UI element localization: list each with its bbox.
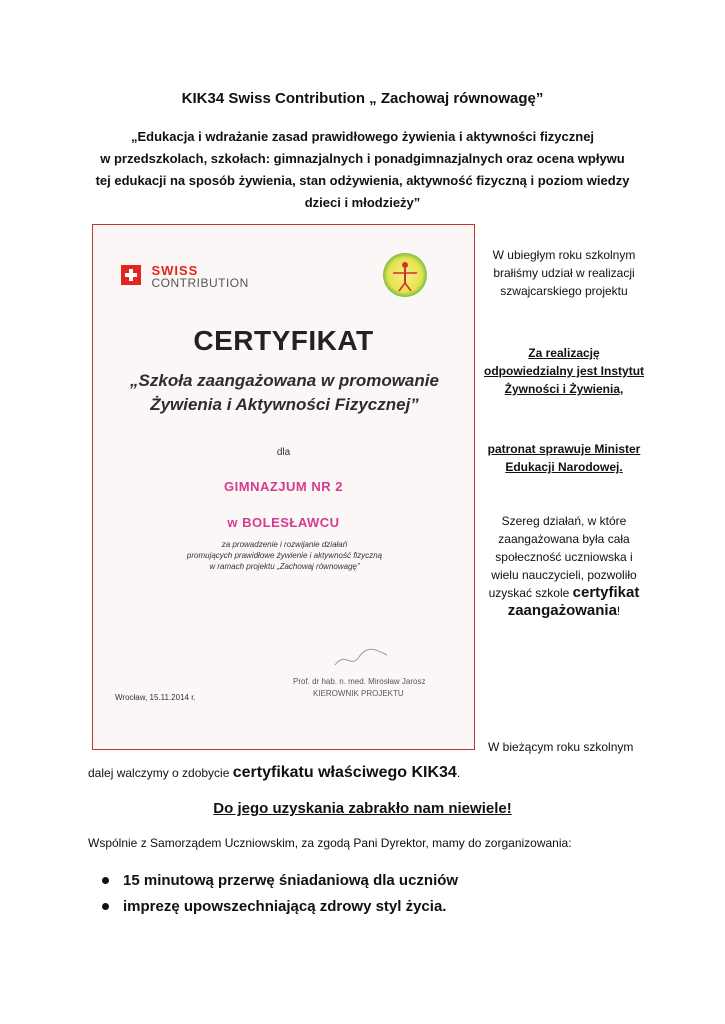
list-item-text: 15 minutową przerwę śniadaniową dla uczniów [123, 872, 459, 889]
walczymy-line [88, 764, 460, 782]
certificate-school: GIMNAZJUM NR 2 [224, 479, 343, 494]
list-item-text: imprezę upowszechniającą zdrowy styl życia. [123, 898, 447, 915]
side-paragraph-4-end: ! [616, 604, 621, 618]
side-paragraph-4 [484, 512, 644, 620]
certificate-description [153, 539, 416, 572]
side-paragraph-1: W ubiegłym roku szkolnym brałiśmy udział w realizacji szwajcarskiego projektu [492, 248, 636, 298]
certificate-image [92, 224, 475, 750]
logo-word-swiss: SWISS [151, 263, 199, 278]
subtitle-line: tej edukacji na sposób żywienia, stan odżywienia, aktywność fizyczną i poziom wiedzy [95, 173, 630, 188]
list-item [102, 894, 458, 920]
side-paragraph-2: Za realizację odpowiedzialny jest Instytut Żywności i Żywienia, [484, 346, 645, 396]
intro-paragraph: Wspólnie z Samorządem Uczniowskim, za zgodą Pani Dyrektor, mamy do zorganizowania: [88, 836, 572, 850]
side-paragraph-5: W bieżącym roku szkolnym [488, 740, 634, 754]
certificate-subtitle-line: „Szkoła zaangażowana w promowanie [130, 371, 439, 390]
document-title: KIK34 Swiss Contribution „ Zachowaj równowagę” [181, 90, 544, 107]
bullet-icon [102, 903, 109, 910]
signature-image [331, 643, 391, 673]
certificate-emphasis: certyfikat zaangażowania [507, 584, 640, 619]
section-heading: Do jego uzyskania zabrakło nam niewiele! [213, 800, 512, 817]
certificate-heading: CERTYFIKAT [193, 325, 374, 356]
certificate-city: w BOLESŁAWCU [227, 515, 340, 530]
certificate-dla: dla [276, 447, 291, 458]
subtitle-line: w przedszkolach, szkołach: gimnazjalnych i ponadgimnazjalnych oraz ocena wpływu [100, 151, 625, 166]
certificate-description-line: promujących prawidłowe żywienie i aktywność fizyczną [186, 551, 383, 560]
certificate-subtitle-line: Żywienia i Aktywności Fizycznej” [150, 395, 419, 414]
certificate-date: Wrocław, 15.11.2014 r. [115, 693, 196, 702]
swiss-cross-icon [121, 265, 141, 285]
logo-word-contribution: CONTRIBUTION [151, 276, 249, 290]
project-emblem-icon [383, 253, 427, 297]
bullet-icon [102, 877, 109, 884]
list-item [102, 868, 458, 894]
certificate-description-line: w ramach projektu „Zachowaj równowagę” [209, 562, 360, 571]
walczymy-end: . [456, 766, 461, 780]
walczymy-text: dalej walczymy o zdobycie [88, 766, 233, 780]
certificate-description-line: za prowadzenie i rozwijanie działań [221, 540, 348, 549]
subtitle-line: „Edukacja i wdrażanie zasad prawidłowego żywienia i aktywności fizycznej [130, 129, 595, 144]
certificate-signer-role: KIEROWNIK PROJEKTU [313, 689, 404, 698]
document-subtitle [80, 126, 645, 214]
side-paragraph-4-text: Szereg działań, w które zaangażowana była cała społeczność uczniowska i wielu nauczycieli, pozwoliło uzyskać szkole [488, 514, 637, 600]
swiss-contribution-logo [121, 265, 249, 289]
subtitle-line: dzieci i młodzieży” [304, 195, 421, 210]
todo-list [102, 868, 458, 920]
certificate-signer-name: Prof. dr hab. n. med. Mirosław Jarosz [293, 677, 426, 686]
walczymy-emphasis: certyfikatu właściwego KIK34 [232, 764, 457, 781]
certificate-subtitle [113, 369, 456, 417]
side-paragraph-3: patronat sprawuje Minister Edukacji Narodowej. [487, 442, 641, 474]
